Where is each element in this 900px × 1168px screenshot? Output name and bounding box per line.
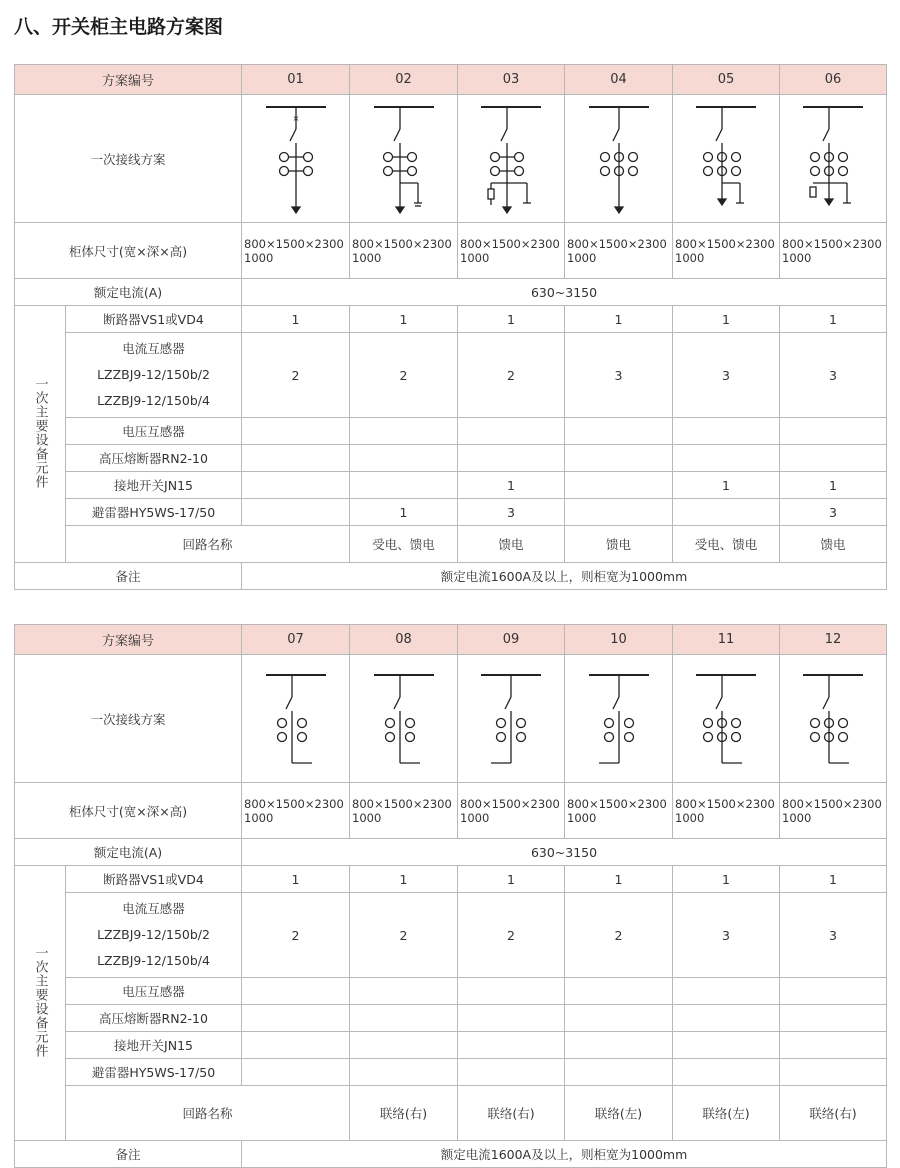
size-width: 800 (782, 236, 804, 251)
size-rest: ×1500×2300 (481, 796, 560, 811)
arrester-label: 避雷器HY5WS-17/50 (66, 1059, 242, 1086)
size-width: 800 (567, 796, 589, 811)
size-width: 800 (567, 236, 589, 251)
scheme-no-label: 方案编号 (15, 625, 242, 655)
size-alt: 1000 (782, 250, 812, 265)
ct-label (66, 333, 242, 418)
size-alt: 1000 (675, 250, 705, 265)
size-rest: ×1500×2300 (588, 236, 667, 251)
wiring-diagram (780, 95, 887, 223)
svg-text:×: × (292, 113, 299, 123)
vt-qty (350, 978, 458, 1005)
scheme-no: 03 (458, 65, 565, 95)
circuit-name: 受电、馈电 (350, 526, 458, 563)
cabinet-size (565, 223, 673, 279)
size-alt: 1000 (244, 250, 274, 265)
arrester-qty (242, 499, 350, 526)
scheme-no: 12 (780, 625, 887, 655)
single-line-diagram-06 (783, 99, 883, 219)
arrester-qty: 3 (780, 499, 887, 526)
fuse-qty (780, 1005, 887, 1032)
wiring-diagram (673, 95, 780, 223)
breaker-qty: 1 (242, 306, 350, 333)
ct-title: 电流互感器 (122, 901, 185, 916)
vt-qty (458, 978, 565, 1005)
fuse-qty (350, 1005, 458, 1032)
vt-qty (242, 978, 350, 1005)
scheme-no: 08 (350, 625, 458, 655)
wiring-diagram (350, 655, 458, 783)
cabinet-size (350, 783, 458, 839)
main-components-label: 一次主要设备元件 (15, 866, 66, 1141)
ct-model-1: LZZBJ9-12/150b/2 (97, 367, 210, 382)
wiring-diagram (565, 95, 673, 223)
circuit-name-label: 回路名称 (66, 1086, 350, 1141)
size-alt: 1000 (460, 250, 490, 265)
rated-current-label: 额定电流(A) (15, 279, 242, 306)
ct-qty: 2 (458, 893, 565, 978)
circuit-name: 联络(左) (673, 1086, 780, 1141)
single-line-diagram-05 (676, 99, 776, 219)
fuse-qty (242, 445, 350, 472)
earth-switch-qty (242, 1032, 350, 1059)
earth-switch-qty: 1 (673, 472, 780, 499)
breaker-qty: 1 (242, 866, 350, 893)
page-title: 八、开关柜主电路方案图 (14, 16, 224, 38)
remarks-value: 额定电流1600A及以上，则柜宽为1000mm (242, 1141, 887, 1168)
wiring-label: 一次接线方案 (15, 95, 242, 223)
scheme-no: 04 (565, 65, 673, 95)
circuit-name: 馈电 (780, 526, 887, 563)
vt-label: 电压互感器 (66, 978, 242, 1005)
breaker-qty: 1 (565, 306, 673, 333)
scheme-table-2 (14, 624, 887, 1168)
cabinet-size (458, 223, 565, 279)
size-alt: 1000 (675, 810, 705, 825)
cabinet-size (242, 783, 350, 839)
breaker-label: 断路器VS1或VD4 (66, 866, 242, 893)
arrester-qty (242, 1059, 350, 1086)
breaker-qty: 1 (458, 306, 565, 333)
arrester-label: 避雷器HY5WS-17/50 (66, 499, 242, 526)
fuse-label: 高压熔断器RN2-10 (66, 1005, 242, 1032)
ct-qty: 2 (350, 333, 458, 418)
size-alt: 1000 (244, 810, 274, 825)
circuit-name: 联络(右) (780, 1086, 887, 1141)
single-line-diagram-09 (461, 659, 561, 779)
scheme-no: 11 (673, 625, 780, 655)
arrester-qty (458, 1059, 565, 1086)
ct-qty: 2 (350, 893, 458, 978)
arrester-qty: 3 (458, 499, 565, 526)
size-rest: ×1500×2300 (481, 236, 560, 251)
fuse-label: 高压熔断器RN2-10 (66, 445, 242, 472)
wiring-label: 一次接线方案 (15, 655, 242, 783)
vt-qty (780, 978, 887, 1005)
vt-qty (673, 418, 780, 445)
circuit-name-label: 回路名称 (66, 526, 350, 563)
cabinet-size (242, 223, 350, 279)
ct-label (66, 893, 242, 978)
cabinet-size (673, 783, 780, 839)
wiring-diagram (350, 95, 458, 223)
scheme-no: 02 (350, 65, 458, 95)
scheme-no: 10 (565, 625, 673, 655)
single-line-diagram-04 (569, 99, 669, 219)
vt-qty (673, 978, 780, 1005)
fuse-qty (673, 445, 780, 472)
ct-qty: 3 (673, 893, 780, 978)
single-line-diagram-02 (354, 99, 454, 219)
size-alt: 1000 (782, 810, 812, 825)
scheme-no-label: 方案编号 (15, 65, 242, 95)
arrester-qty (673, 1059, 780, 1086)
rated-current-label: 额定电流(A) (15, 839, 242, 866)
single-line-diagram-12 (783, 659, 883, 779)
ct-qty: 3 (565, 333, 673, 418)
single-line-diagram-03 (461, 99, 561, 219)
fuse-qty (350, 445, 458, 472)
rated-current-value: 630~3150 (242, 279, 887, 306)
ct-qty: 2 (458, 333, 565, 418)
scheme-no: 07 (242, 625, 350, 655)
vt-qty (350, 418, 458, 445)
remarks-value: 额定电流1600A及以上，则柜宽为1000mm (242, 563, 887, 590)
vt-qty (565, 978, 673, 1005)
ct-model-1: LZZBJ9-12/150b/2 (97, 927, 210, 942)
single-line-diagram-10 (569, 659, 669, 779)
fuse-qty (242, 1005, 350, 1032)
cabinet-size (350, 223, 458, 279)
circuit-name: 联络(左) (565, 1086, 673, 1141)
circuit-name: 馈电 (458, 526, 565, 563)
ct-qty: 3 (780, 893, 887, 978)
cabinet-size (673, 223, 780, 279)
wiring-diagram (565, 655, 673, 783)
breaker-qty: 1 (673, 306, 780, 333)
size-width: 800 (244, 236, 266, 251)
breaker-qty: 1 (350, 866, 458, 893)
earth-switch-qty (780, 1032, 887, 1059)
scheme-no: 05 (673, 65, 780, 95)
breaker-qty: 1 (565, 866, 673, 893)
size-rest: ×1500×2300 (265, 236, 344, 251)
size-width: 800 (675, 796, 697, 811)
earth-switch-qty: 1 (458, 472, 565, 499)
arrester-qty (780, 1059, 887, 1086)
remarks-label: 备注 (15, 1141, 242, 1168)
ct-qty: 2 (242, 333, 350, 418)
size-alt: 1000 (567, 250, 597, 265)
scheme-no: 09 (458, 625, 565, 655)
fuse-qty (458, 445, 565, 472)
size-width: 800 (460, 236, 482, 251)
breaker-qty: 1 (350, 306, 458, 333)
scheme-table-1 (14, 64, 887, 590)
wiring-diagram (242, 655, 350, 783)
single-line-diagram-11 (676, 659, 776, 779)
size-width: 800 (352, 796, 374, 811)
earth-switch-qty (565, 1032, 673, 1059)
size-width: 800 (675, 236, 697, 251)
vt-label: 电压互感器 (66, 418, 242, 445)
single-line-diagram-07 (246, 659, 346, 779)
breaker-qty: 1 (673, 866, 780, 893)
size-rest: ×1500×2300 (803, 236, 882, 251)
ct-qty: 3 (673, 333, 780, 418)
wiring-diagram (780, 655, 887, 783)
wiring-diagram (458, 655, 565, 783)
wiring-diagram (673, 655, 780, 783)
size-width: 800 (244, 796, 266, 811)
vt-qty (780, 418, 887, 445)
earth-switch-qty (458, 1032, 565, 1059)
size-rest: ×1500×2300 (696, 236, 775, 251)
size-alt: 1000 (567, 810, 597, 825)
ct-model-2: LZZBJ9-12/150b/4 (97, 393, 210, 408)
ct-qty: 3 (780, 333, 887, 418)
cabinet-size (565, 783, 673, 839)
fuse-qty (673, 1005, 780, 1032)
ct-model-2: LZZBJ9-12/150b/4 (97, 953, 210, 968)
earth-switch-qty (350, 472, 458, 499)
breaker-label: 断路器VS1或VD4 (66, 306, 242, 333)
remarks-label: 备注 (15, 563, 242, 590)
size-alt: 1000 (352, 250, 382, 265)
cabinet-size (780, 223, 887, 279)
cabinet-size (780, 783, 887, 839)
fuse-qty (458, 1005, 565, 1032)
fuse-qty (565, 445, 673, 472)
cabinet-size-label: 柜体尺寸(宽×深×高) (15, 223, 242, 279)
vt-qty (458, 418, 565, 445)
size-rest: ×1500×2300 (373, 236, 452, 251)
size-rest: ×1500×2300 (588, 796, 667, 811)
cabinet-size (458, 783, 565, 839)
size-rest: ×1500×2300 (265, 796, 344, 811)
circuit-name: 联络(右) (458, 1086, 565, 1141)
cabinet-size-label: 柜体尺寸(宽×深×高) (15, 783, 242, 839)
earth-switch-qty (350, 1032, 458, 1059)
size-rest: ×1500×2300 (373, 796, 452, 811)
ct-qty: 2 (242, 893, 350, 978)
arrester-qty: 1 (350, 499, 458, 526)
size-rest: ×1500×2300 (696, 796, 775, 811)
scheme-no: 01 (242, 65, 350, 95)
arrester-qty (350, 1059, 458, 1086)
circuit-name: 联络(右) (350, 1086, 458, 1141)
size-width: 800 (782, 796, 804, 811)
ct-qty: 2 (565, 893, 673, 978)
fuse-qty (565, 1005, 673, 1032)
single-line-diagram-01 (246, 99, 346, 219)
circuit-name: 馈电 (565, 526, 673, 563)
fuse-qty (780, 445, 887, 472)
earth-switch-qty (565, 472, 673, 499)
breaker-qty: 1 (458, 866, 565, 893)
circuit-name: 受电、馈电 (673, 526, 780, 563)
vt-qty (565, 418, 673, 445)
earth-switch-qty (242, 472, 350, 499)
breaker-qty: 1 (780, 866, 887, 893)
scheme-no: 06 (780, 65, 887, 95)
vt-qty (242, 418, 350, 445)
size-alt: 1000 (352, 810, 382, 825)
size-width: 800 (460, 796, 482, 811)
size-alt: 1000 (460, 810, 490, 825)
arrester-qty (673, 499, 780, 526)
main-components-label: 一次主要设备元件 (15, 306, 66, 563)
size-rest: ×1500×2300 (803, 796, 882, 811)
ct-title: 电流互感器 (122, 341, 185, 356)
rated-current-value: 630~3150 (242, 839, 887, 866)
breaker-qty: 1 (780, 306, 887, 333)
size-width: 800 (352, 236, 374, 251)
earth-switch-qty (673, 1032, 780, 1059)
wiring-diagram (458, 95, 565, 223)
arrester-qty (565, 1059, 673, 1086)
wiring-diagram (242, 95, 350, 223)
earth-switch-qty: 1 (780, 472, 887, 499)
earth-switch-label: 接地开关JN15 (66, 1032, 242, 1059)
earth-switch-label: 接地开关JN15 (66, 472, 242, 499)
single-line-diagram-08 (354, 659, 454, 779)
arrester-qty (565, 499, 673, 526)
